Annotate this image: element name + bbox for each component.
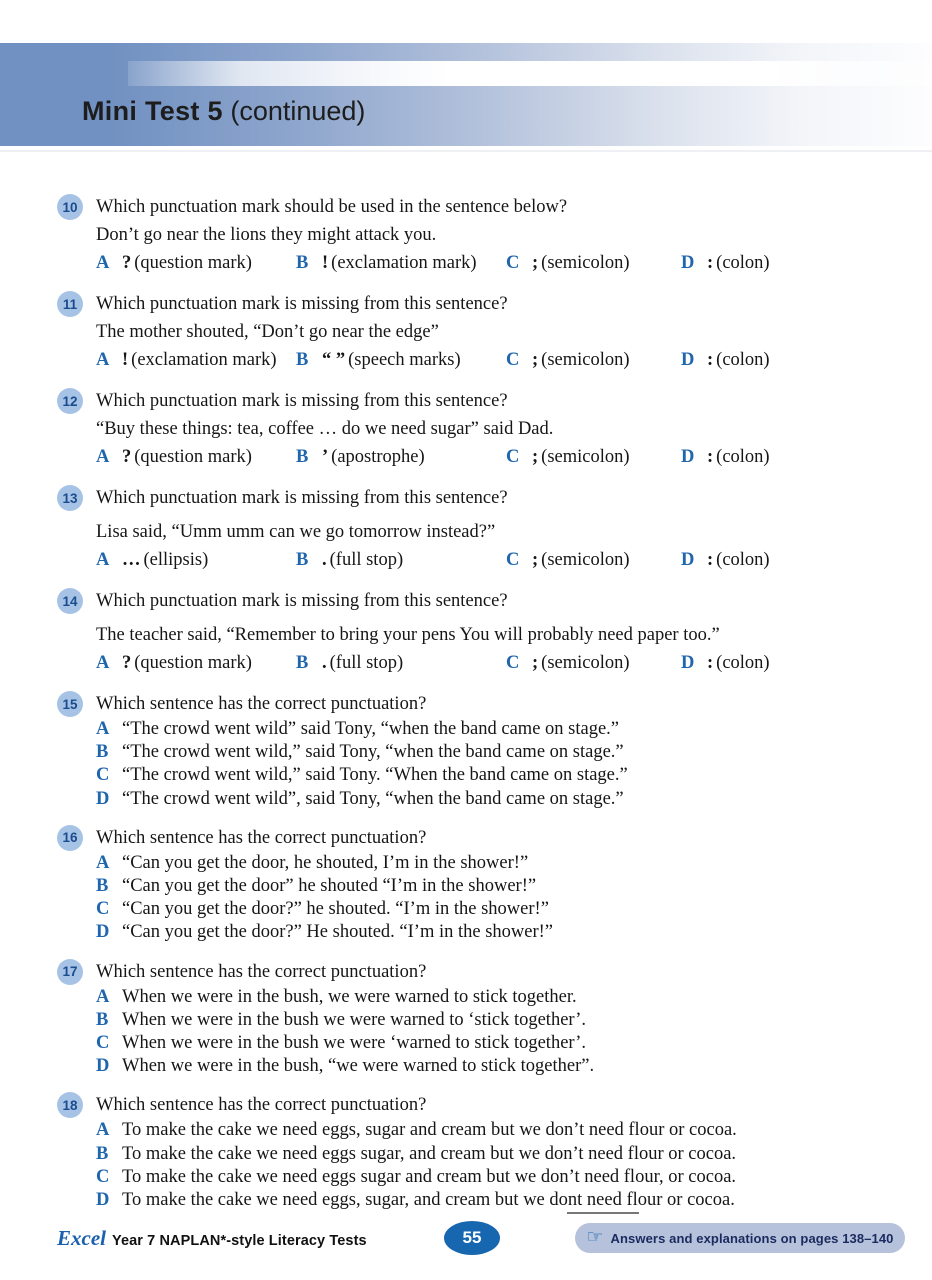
- option-text: “Can you get the door?” He shouted. “I’m in the shower!”: [122, 922, 554, 943]
- option-symbol: .: [322, 653, 327, 673]
- option-symbol: .: [322, 550, 327, 570]
- option-letter: B: [96, 1009, 109, 1030]
- options-row: [96, 649, 932, 677]
- option-symbol: :: [707, 350, 714, 370]
- question-number-badge: 12: [57, 388, 83, 414]
- option-symbol: ’: [322, 447, 329, 467]
- option-A: [96, 1119, 932, 1142]
- option-symbol: ;: [532, 253, 539, 273]
- option-symbol: :: [707, 550, 714, 570]
- option-A: [96, 346, 296, 374]
- options-row: [96, 249, 932, 277]
- question-stem: Which sentence has the correct punctuation?: [96, 961, 427, 982]
- option-letter: A: [96, 447, 110, 467]
- option-letter: B: [96, 742, 109, 763]
- question-12: [57, 387, 932, 471]
- options-row: [96, 443, 932, 471]
- question-13: [57, 484, 932, 574]
- option-label: (semicolon): [541, 550, 630, 570]
- option-symbol: ?: [122, 653, 132, 673]
- option-D: [96, 1189, 932, 1212]
- option-D: [681, 649, 932, 677]
- option-label: (exclamation mark): [331, 253, 477, 273]
- header-divider: [0, 150, 932, 152]
- option-D: [681, 443, 932, 471]
- option-text: “Can you get the door?” he shouted. “I’m in the shower!”: [122, 899, 549, 920]
- question-body: [96, 1091, 932, 1212]
- option-symbol: ?: [122, 447, 132, 467]
- question-body: [96, 690, 932, 811]
- question-number-badge: 18: [57, 1092, 83, 1118]
- option-letter: C: [96, 765, 110, 786]
- question-stem: Which punctuation mark is missing from this sentence?: [96, 591, 508, 611]
- option-letter: A: [96, 550, 110, 570]
- option-A: [96, 443, 296, 471]
- book-title: [57, 1226, 367, 1251]
- scan-artifact-line: [567, 1212, 639, 1214]
- question-sentence: “Buy these things: tea, coffee … do we need sugar” said Dad.: [96, 419, 554, 439]
- option-letter: C: [96, 899, 110, 920]
- option-label: (speech marks): [348, 350, 461, 370]
- option-letter: A: [96, 852, 110, 873]
- option-symbol: :: [707, 253, 714, 273]
- options-row: [96, 346, 932, 374]
- option-letter: B: [96, 1143, 109, 1164]
- question-stem: Which sentence has the correct punctuation?: [96, 1095, 427, 1116]
- option-D: [681, 546, 932, 574]
- option-symbol: !: [322, 253, 329, 273]
- option-C: [96, 1032, 932, 1055]
- option-A: [96, 852, 932, 875]
- option-text: To make the cake we need eggs sugar, and cream but we don’t need flour or cocoa.: [122, 1143, 737, 1164]
- question-17: [57, 958, 932, 1079]
- questions: [0, 193, 932, 1225]
- question-body: [96, 193, 932, 277]
- option-letter: C: [506, 447, 520, 467]
- banner-highlight-stripe: [128, 61, 932, 86]
- option-letter: C: [506, 550, 520, 570]
- option-C: [506, 443, 681, 471]
- option-C: [506, 249, 681, 277]
- options-list: [96, 986, 932, 1079]
- page-title-bold: Mini Test 5: [82, 96, 223, 126]
- option-label: (colon): [716, 653, 770, 673]
- question-number-badge: 10: [57, 194, 83, 220]
- option-letter: B: [296, 447, 309, 467]
- option-text: When we were in the bush we were ‘warned to stick together’.: [122, 1033, 587, 1054]
- option-C: [96, 764, 932, 787]
- option-text: When we were in the bush we were warned to ‘stick together’.: [122, 1009, 587, 1030]
- option-text: “Can you get the door, he shouted, I’m in the shower!”: [122, 852, 529, 873]
- question-number-badge: 16: [57, 825, 83, 851]
- option-letter: D: [681, 253, 695, 273]
- option-label: (semicolon): [541, 350, 630, 370]
- option-text: To make the cake we need eggs sugar and cream but we don’t need flour, or cocoa.: [122, 1166, 737, 1187]
- option-D: [96, 788, 932, 811]
- option-letter: C: [506, 253, 520, 273]
- question-sentence: Don’t go near the lions they might attack you.: [96, 225, 437, 245]
- option-letter: D: [96, 1190, 110, 1211]
- option-label: (colon): [716, 253, 770, 273]
- option-label: (question mark): [134, 447, 252, 467]
- option-A: [96, 986, 932, 1009]
- options-list: [96, 1119, 932, 1212]
- option-C: [506, 346, 681, 374]
- question-body: [96, 824, 932, 945]
- option-C: [96, 898, 932, 921]
- question-sentence: The mother shouted, “Don’t go near the edge”: [96, 322, 439, 342]
- page-number-badge: [444, 1221, 500, 1255]
- question-stem: Which punctuation mark should be used in the sentence below?: [96, 197, 568, 217]
- question-number-badge: 11: [57, 291, 83, 317]
- options-list: [96, 718, 932, 811]
- question-10: [57, 193, 932, 277]
- question-11: [57, 290, 932, 374]
- option-B: [296, 443, 506, 471]
- option-symbol: “ ”: [322, 350, 346, 370]
- option-label: (semicolon): [541, 253, 630, 273]
- option-label: (full stop): [329, 653, 404, 673]
- option-letter: D: [96, 1056, 110, 1077]
- option-label: (colon): [716, 350, 770, 370]
- option-D: [96, 1055, 932, 1078]
- option-text: “The crowd went wild,” said Tony. “When the band came on stage.”: [122, 765, 628, 786]
- question-16: [57, 824, 932, 945]
- option-D: [681, 346, 932, 374]
- question-stem: Which punctuation mark is missing from this sentence?: [96, 391, 508, 411]
- option-B: [296, 249, 506, 277]
- question-15: [57, 690, 932, 811]
- option-B: [296, 649, 506, 677]
- option-C: [96, 1166, 932, 1189]
- option-B: [296, 546, 506, 574]
- page-title-continued: (continued): [230, 96, 366, 126]
- option-label: (exclamation mark): [131, 350, 277, 370]
- option-letter: D: [96, 788, 110, 809]
- option-letter: A: [96, 719, 110, 739]
- option-text: “Can you get the door” he shouted “I’m in the shower!”: [122, 876, 537, 897]
- option-label: (semicolon): [541, 653, 630, 673]
- option-B: [96, 741, 932, 764]
- question-number-badge: 15: [57, 691, 83, 717]
- question-stem: Which punctuation mark is missing from this sentence?: [96, 294, 508, 314]
- question-body: [96, 387, 932, 471]
- pointing-hand-icon: ☞: [586, 1225, 604, 1248]
- question-stem: Which punctuation mark is missing from this sentence?: [96, 488, 508, 508]
- option-text: When we were in the bush, we were warned to stick together.: [122, 986, 577, 1007]
- option-label: (semicolon): [541, 447, 630, 467]
- question-body: [96, 290, 932, 374]
- option-label: (colon): [716, 447, 770, 467]
- option-symbol: ?: [122, 253, 132, 273]
- option-letter: B: [296, 350, 309, 370]
- option-text: “The crowd went wild,” said Tony, “when the band came on stage.”: [122, 742, 624, 763]
- option-A: [96, 718, 932, 741]
- option-text: When we were in the bush, “we were warned to stick together”.: [122, 1056, 595, 1077]
- option-B: [296, 346, 506, 374]
- option-D: [681, 249, 932, 277]
- question-sentence: The teacher said, “Remember to bring your pens You will probably need paper too.”: [96, 625, 720, 645]
- option-symbol: …: [122, 550, 141, 570]
- option-letter: A: [96, 653, 110, 673]
- option-letter: B: [296, 253, 309, 273]
- option-letter: D: [96, 922, 110, 943]
- option-label: (full stop): [329, 550, 404, 570]
- page-number: 55: [462, 1228, 482, 1247]
- question-body: [96, 587, 932, 677]
- option-letter: B: [296, 550, 309, 570]
- option-A: [96, 249, 296, 277]
- option-A: [96, 546, 296, 574]
- answers-note: Answers and explanations on pages 138–140: [610, 1230, 894, 1246]
- option-text: To make the cake we need eggs, sugar, and cream but we dont need flour or cocoa.: [122, 1190, 735, 1211]
- option-C: [506, 649, 681, 677]
- option-label: (question mark): [134, 653, 252, 673]
- question-18: [57, 1091, 932, 1212]
- option-text: To make the cake we need eggs, sugar and cream but we don’t need flour or cocoa.: [122, 1120, 737, 1141]
- option-D: [96, 921, 932, 944]
- option-letter: A: [96, 1120, 110, 1141]
- brand-logo: Excel: [57, 1226, 106, 1250]
- options-row: [96, 546, 932, 574]
- option-B: [96, 1143, 932, 1166]
- option-symbol: ;: [532, 350, 539, 370]
- option-letter: B: [96, 876, 109, 897]
- option-letter: D: [681, 550, 695, 570]
- option-B: [96, 875, 932, 898]
- option-symbol: !: [122, 350, 129, 370]
- option-label: (question mark): [134, 253, 252, 273]
- header-banner: [0, 43, 932, 146]
- option-letter: C: [506, 350, 520, 370]
- option-letter: D: [681, 350, 695, 370]
- question-stem: Which sentence has the correct punctuation?: [96, 694, 427, 714]
- option-symbol: ;: [532, 447, 539, 467]
- option-symbol: ;: [532, 550, 539, 570]
- question-body: [96, 958, 932, 1079]
- option-text: “The crowd went wild”, said Tony, “when the band came on stage.”: [122, 788, 624, 809]
- option-letter: C: [96, 1166, 110, 1187]
- option-symbol: :: [707, 447, 714, 467]
- question-14: [57, 587, 932, 677]
- option-symbol: :: [707, 653, 714, 673]
- page-title: [82, 96, 365, 127]
- option-letter: B: [296, 653, 309, 673]
- page-footer: [0, 1220, 932, 1260]
- option-letter: D: [681, 447, 695, 467]
- option-letter: C: [96, 1033, 110, 1054]
- option-letter: A: [96, 253, 110, 273]
- answers-reference-pill: [575, 1223, 905, 1253]
- question-number-badge: 17: [57, 959, 83, 985]
- option-C: [506, 546, 681, 574]
- option-symbol: ;: [532, 653, 539, 673]
- option-label: (ellipsis): [143, 550, 209, 570]
- question-stem: Which sentence has the correct punctuation?: [96, 827, 427, 848]
- option-label: (colon): [716, 550, 770, 570]
- option-text: “The crowd went wild” said Tony, “when the band came on stage.”: [122, 719, 620, 739]
- option-letter: C: [506, 653, 520, 673]
- question-number-badge: 14: [57, 588, 83, 614]
- option-letter: A: [96, 986, 110, 1007]
- series-title: Year 7 NAPLAN*-style Literacy Tests: [111, 1233, 367, 1249]
- question-sentence: Lisa said, “Umm umm can we go tomorrow instead?”: [96, 522, 496, 542]
- question-body: [96, 484, 932, 574]
- option-label: (apostrophe): [331, 447, 425, 467]
- question-number-badge: 13: [57, 485, 83, 511]
- option-letter: A: [96, 350, 110, 370]
- option-letter: D: [681, 653, 695, 673]
- option-B: [96, 1009, 932, 1032]
- options-list: [96, 852, 932, 945]
- option-A: [96, 649, 296, 677]
